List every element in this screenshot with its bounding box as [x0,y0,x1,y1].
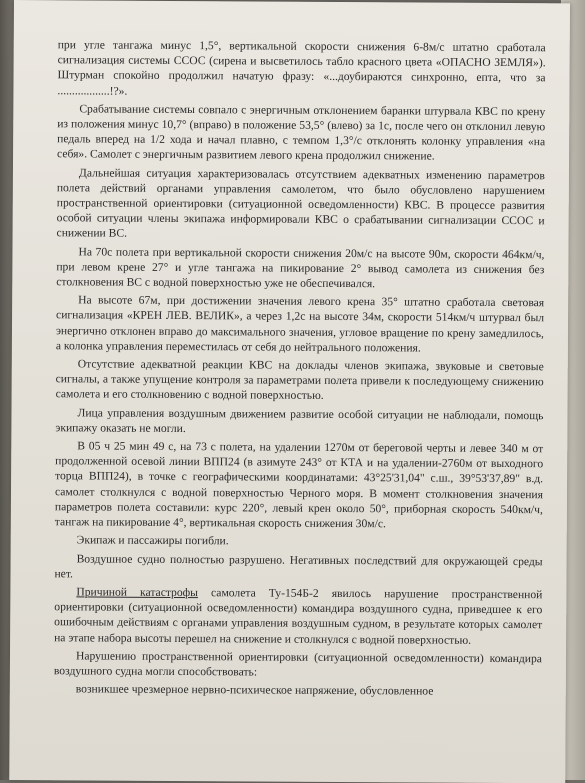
paragraph-4: На 70с полета при вертикальной скорости снижения 20м/с на высоте 90м, скорости 464км/ч, при левом крене 27° и угле тангажа на пикирование 2° вывод самолета из снижения без столкновения ВС с водной поверхностью уже не обеспечивался. [56,245,545,291]
paragraph-2: Срабатывание системы совпало с энергичным отклонением баранки штурвала КВС по крену из положения минус 10,7° (вправо) в положение 53,5° (влево) за 1с, после чего он отклонил левую педаль вперед на 1/2 хода и начал плавно, с темпом 1,3°/с отклонять колонку управления «на себя». Самолет с энергичным развитием левого крена продолжил снижение. [57,102,546,163]
paragraph-11 [54,584,542,648]
paragraph-9: Экипаж и пассажиры погибли. [76,533,229,548]
cause-heading: Причиной катастрофы [76,585,199,600]
document-text [54,37,546,702]
paragraph-12: Нарушению пространственной ориентировки (ситуационной осведомленности) командира воздушного судна могли способствовать: [53,649,543,679]
paragraph-7: Лица управления воздушным движением развитие особой ситуации не наблюдали, помощь экипажу оказать не могли. [55,406,544,435]
paragraph-5: На высоте 67м, при достижении значения левого крена 35° штатно сработала световая сигнализация «КРЕН ЛЕВ. ВЕЛИК», а через 1,2с на высоте 34м, скорости 514км/ч штурвал был энергично отклонен вправо до максимального значения, угловое вращение по крену замедлилось, а колонка управления переместилась от себя до нейтрального положения. [55,293,545,355]
document-page [9,0,570,783]
paragraph-1: при угле тангажа минус 1,5°, вертикальной скорости снижения 6-8м/с штатно сработала сигнализация системы ССОС (сирена и высветилось табло красного цвета «ОПАСНО ЗЕМЛЯ»). Штурман спокойно продолжил начатую фразу: «...доубираются синхронно, епта, что за ..................!?». [57,38,546,98]
paragraph-10: Воздушное судно полностью разрушено. Негативных последствий для окружающей среды нет. [54,551,543,581]
cause-text: самолета Ту-154Б-2 явилось нарушение пространственной ориентировки (ситуационной осведомленности) командира воздушного судна, приведшее к его ошибочным действиям с органами управления воздушным судном, в результате которых самолет на этапе набора высоты перешел на снижение и столкнулся с водной поверхностью. [54,586,543,647]
paragraph-3: Дальнейшая ситуация характеризовалась отсутствием адекватных изменению параметров полета действий органами управления самолетом, что было обусловлено нарушением пространственной ориентировки (ситуационной осведомленности) КВС. В процессе развития особой ситуации члены экипажа информировали КВС о срабатывании сигнализации ССОС и снижении ВС. [56,166,545,241]
paragraph-6: Отсутствие адекватной реакции КВС на доклады членов экипажа, звуковые и световые сигналы, а также упущение контроля за параметрами полета привели к последующему снижению самолета и его столкновению с водной поверхностью. [55,357,544,403]
paragraph-13: возникшее чрезмерное нервно-психическое напряжение, обусловленное [75,682,434,698]
paragraph-8: В 05 ч 25 мин 49 с, на 73 с полета, на удалении 1270м от береговой черты и левее 340 м от продолженной осевой линии ВПП24 (в азимуте 243° от КТА и на удалении-2760м от выходного торца ВПП24), в точке с географическими координатами: 43°25'31,04" с.ш., 39°53'37,89" в.д. самолет столкнулся с водной поверхностью Черного моря. В момент столкновения значения параметров полета составили: курс 220°, левый крен около 50°, приборная скорость 540км/ч, тангаж на пикирование 4°, вертикальная скорость снижения 30м/с. [54,439,544,531]
